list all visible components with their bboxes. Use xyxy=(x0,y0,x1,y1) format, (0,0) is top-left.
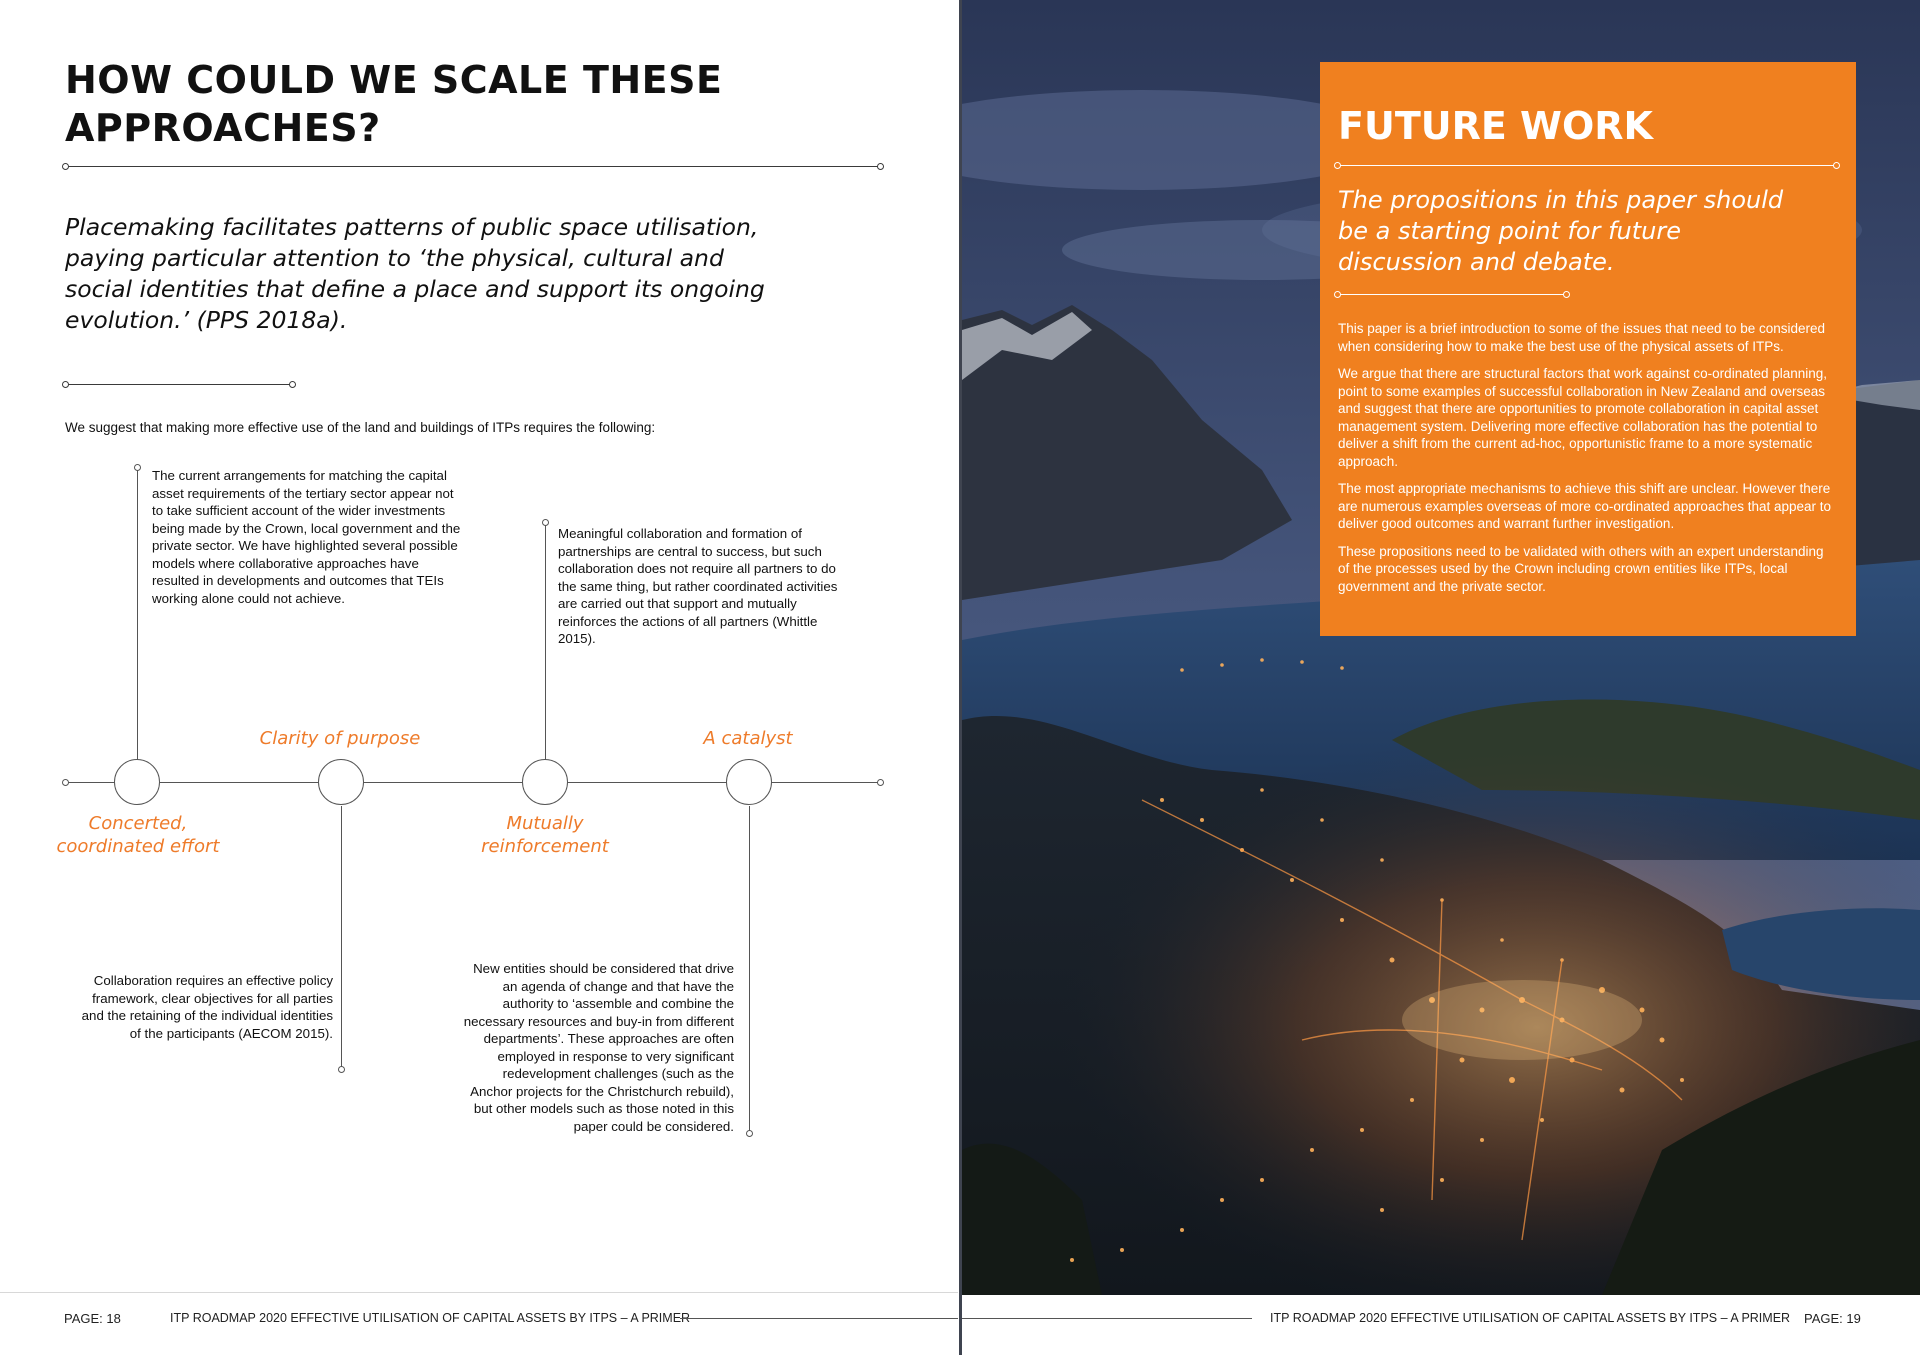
page-number-right: PAGE: 19 xyxy=(1804,1311,1861,1326)
future-work-lead-divider xyxy=(1340,294,1564,295)
future-work-title: FUTURE WORK xyxy=(1338,104,1653,148)
future-work-paragraph: The most appropriate mechanisms to achieve this shift are unclear. However there are numerous examples overseas of more co-ordinated approaches that appear to deliver good outcomes and warrant further investigation. xyxy=(1338,481,1832,531)
timeline-node-3 xyxy=(522,759,568,805)
future-work-paragraph: These propositions need to be validated with others with an expert understanding of the processes used by the Crown including crown entities like ITPs, local government and the private sector. xyxy=(1338,543,1824,594)
stage-note-1: The current arrangements for matching the capital asset requirements of the tertiary sector appear not to take sufficient account of the wider investments being made by the Crown, local government and the private sector. We have highlighted several possible models where collaborative approaches have resulted in developments and outcomes that TEIs working alone could not achieve. xyxy=(152,468,461,606)
stage-label-3: Mutually reinforcement xyxy=(481,813,609,857)
lead-divider xyxy=(68,384,290,385)
title-divider xyxy=(68,166,878,167)
stage-note-4: New entities should be considered that drive an agenda of change and that have the authority to ‘assemble and combine the necessary resources and buy-in from different departments’. These approaches are often employed in response to very significant redevelopment challenges (such as the Anchor projects for the Christchurch rebuild), but other models such as those noted in this paper could be considered. xyxy=(463,961,734,1134)
connector-1 xyxy=(137,469,138,760)
future-work-body xyxy=(1338,320,1838,595)
stage-label-1: Concerted, coordinated effort xyxy=(56,813,220,857)
stage-note-3: Meaningful collaboration and formation of partnerships are central to success, but such collaboration does not require all partners to do the same thing, but rather coordinated activities are carried out that support and mutually reinforces the actions of all partners (Whittle 2015). xyxy=(558,526,838,646)
timeline-node-4 xyxy=(726,759,772,805)
connector-2 xyxy=(341,806,342,1068)
stage-label-2: Clarity of purpose xyxy=(259,728,421,749)
footer-title-left: ITP ROADMAP 2020 EFFECTIVE UTILISATION OF CAPITAL ASSETS BY ITPS – A PRIMER xyxy=(170,1311,691,1325)
right-footer xyxy=(962,1295,1920,1355)
left-page xyxy=(0,0,958,1355)
timeline-node-2 xyxy=(318,759,364,805)
intro-text: We suggest that making more effective use of the land and buildings of ITPs requires the following: xyxy=(65,420,656,435)
footer-rule-right xyxy=(962,1318,1252,1319)
lead-quote: Placemaking facilitates patterns of public space utilisation, paying particular attention to ‘the physical, cultural and social identities that define a place and support its ongoing evolution.’ (PPS 2018a). xyxy=(65,213,765,334)
future-work-lead: The propositions in this paper should be a starting point for future discussion and debate. xyxy=(1338,186,1784,276)
timeline-node-1 xyxy=(114,759,160,805)
page-number-left: PAGE: 18 xyxy=(64,1311,121,1326)
connector-4 xyxy=(749,806,750,1132)
stage-label-4: A catalyst xyxy=(703,728,793,749)
footer-title-right: ITP ROADMAP 2020 EFFECTIVE UTILISATION OF CAPITAL ASSETS BY ITPS – A PRIMER xyxy=(1270,1311,1791,1325)
future-work-panel xyxy=(1320,62,1856,636)
future-work-paragraph: This paper is a brief introduction to some of the issues that need to be considered when considering how to make the best use of the physical assets of ITPs. xyxy=(1338,321,1826,354)
footer-rule-left xyxy=(680,1318,958,1319)
future-work-divider xyxy=(1340,165,1834,166)
future-work-paragraph: We argue that there are structural factors that work against co-ordinated planning, point to some examples of successful collaboration in New Zealand and overseas and suggest that there are opportunities to promote collaboration in capital asset management system. Delivering more effective collaboration has the potential to deliver a shift from the current ad-hoc, opportunistic frame to a more systematic approach. xyxy=(1338,366,1828,469)
stage-note-2: Collaboration requires an effective policy framework, clear objectives for all parties and the retaining of the individual identities of the participants (AECOM 2015). xyxy=(81,973,333,1041)
page-title: HOW COULD WE SCALE THESE APPROACHES? xyxy=(65,58,723,150)
connector-3 xyxy=(545,524,546,760)
footer-divider-left xyxy=(0,1292,958,1293)
